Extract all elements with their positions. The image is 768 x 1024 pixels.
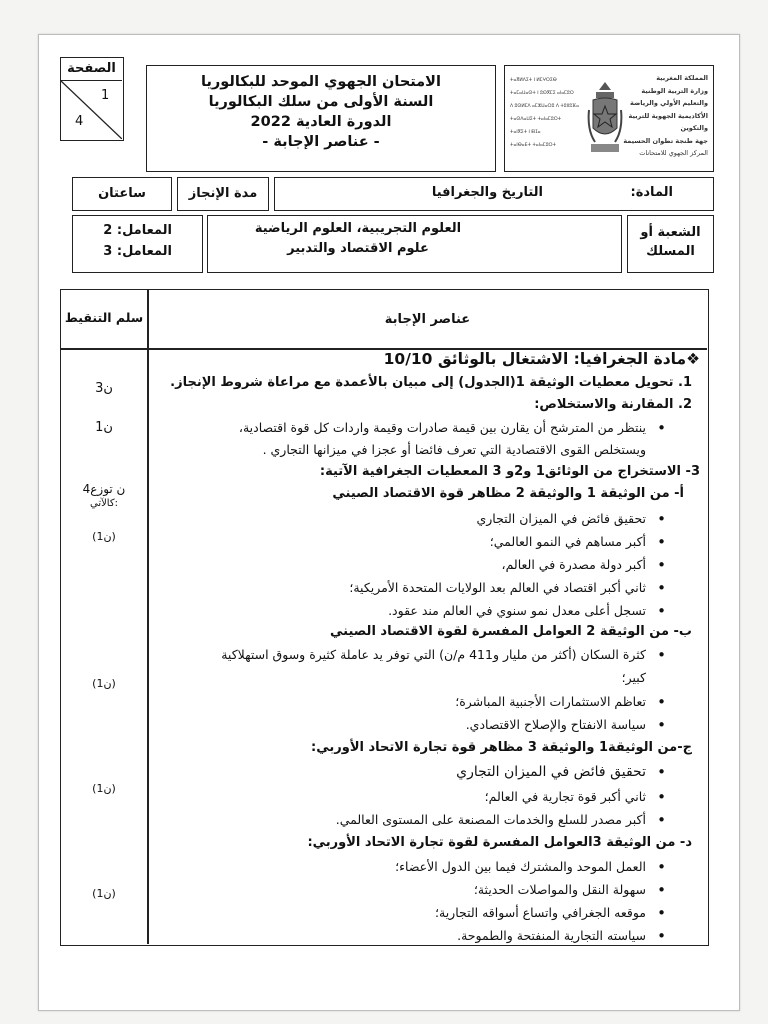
exam-title-line-4: - عناصر الإجابة - (262, 134, 380, 150)
duration-label: مدة الإنجاز (188, 186, 258, 201)
a-item-1: تحقيق فائض في الميزان التجاري • (476, 511, 646, 526)
branch-label-box (627, 215, 714, 273)
coefficient-3: المعامل: 3 (103, 244, 172, 259)
ministry-line-2: وزارة التربية الوطنية (641, 86, 708, 95)
branch-label: الشعبة أو المسلك (640, 225, 701, 259)
exam-title-line-2: السنة الأولى من سلك البكالوريا (208, 94, 434, 110)
coefficient-2: المعامل: 2 (103, 223, 172, 238)
branch-line-2: علوم الاقتصاد والتدبير (287, 241, 429, 256)
tifinagh-line-5: ⵜⴰⵏⴳⵉⵜ ⵏ ⵟⵏⵊⴰ (510, 130, 541, 135)
page-diagonal (61, 81, 122, 139)
q2-bullet: ينتظر من المترشح أن يقارن بين قيمة صادرات وقيمة واردات كل قوة اقتصادية، • (239, 420, 646, 435)
answers-column-header: عناصر الإجابة (384, 312, 471, 327)
page-label: الصفحة (61, 58, 122, 81)
answers-table (60, 289, 709, 946)
score-d: (1ن) (92, 887, 116, 900)
subject-value: التاريخ والجغرافيا (431, 185, 543, 200)
ministry-logo-box (504, 65, 714, 172)
branch-value-box (207, 215, 622, 273)
coat-of-arms-icon (587, 80, 623, 160)
b-item-1: كثرة السكان (أكثر من مليار و411 م/ن) التي توفر يد عاملة كثيرة وسوق استهلاكية • (221, 647, 646, 662)
exam-title-line-3: الدورة العادية 2022 (250, 114, 392, 130)
a-item-2: أكبر مساهم في النمو العالمي؛ • (490, 534, 646, 549)
tifinagh-line-3: ⴷ ⵓⵙⵍⵎⴷ ⴰⵎⵣⵡⴰⵔⵓ ⴷ ⵜⵓⵏⵏⵓⴼⴰ (510, 104, 579, 109)
duration-label-box (177, 177, 269, 211)
q2-bullet-continued: ويستخلص القوى الاقتصادية التي تعرف فائضا أو عجزا في ميزانها التجاري . (262, 442, 646, 457)
ministry-line-4: الأكاديمية الجهوية للتربية والتكوين (628, 111, 708, 132)
score-c: (1ن) (92, 782, 116, 795)
tifinagh-line-2: ⵜⴰⵎⴰⵡⴰⵙⵜ ⵏ ⵓⵙⴳⵎⵉ ⴰⵏⴰⵎⵓⵔ (510, 91, 574, 96)
b-item-3: سياسة الانفتاح والإصلاح الاقتصادي. • (466, 717, 646, 732)
exam-sheet (38, 34, 740, 1011)
duration-value-box (72, 177, 172, 211)
exam-title-line-1: الامتحان الجهوي الموحد للبكالوريا (201, 74, 441, 90)
d-item-1: العمل الموحد والمشترك فيما بين الدول الأعضاء؛ • (395, 859, 646, 874)
score-q3: 4ن توزع (82, 482, 126, 496)
subject-box (274, 177, 714, 211)
ministry-line-5: جهة طنجة تطوان الحسيمة (623, 136, 708, 145)
score-b: (1ن) (92, 677, 116, 690)
exam-title-box (146, 65, 496, 172)
page-total: 4 (75, 114, 84, 129)
ministry-line-1: المملكة المغربية (656, 74, 708, 82)
page-current: 1 (101, 88, 110, 103)
c-item-2: ثاني أكبر قوة تجارية في العالم؛ • (485, 789, 646, 804)
sub-c-title: ج-من الوثيقة1 والوثيقة 3 مظاهر قوة تجارة الاتحاد الأوربي: (311, 740, 692, 755)
a-item-5: تسجل أعلى معدل نمو سنوي في العالم مند عقود. • (388, 603, 646, 618)
scale-column-header: سلم التنقيط (64, 310, 144, 325)
duration-value: ساعتان (98, 186, 146, 201)
b-item-1-continued: كبير؛ (621, 670, 646, 685)
ministry-line-6: المركز الجهوي للامتحانات (639, 149, 708, 157)
question-2: 2. المقارنة والاستخلاص: (534, 397, 692, 412)
question-1: 1. تحويل معطيات الوثيقة 1(الجدول) إلى مبيان بالأعمدة مع مراعاة شروط الإنجاز. (170, 375, 692, 390)
b-item-2: تعاظم الاستثمارات الأجنبية المباشرة؛ • (455, 694, 646, 709)
d-item-4: سياسته التجارية المنفتحة والطموحة. • (457, 928, 646, 943)
section-title: ❖مادة الجغرافيا: الاشتغال بالوثائق 10/10 (383, 350, 700, 368)
d-item-2: سهولة النقل والمواصلات الحديثة؛ • (474, 882, 646, 897)
sub-a-title: أ- من الوثيقة 1 والوثيقة 2 مظاهر قوة الاقتصاد الصيني (332, 486, 684, 501)
subject-label: المادة: (630, 185, 673, 200)
a-item-4: ثاني أكبر اقتصاد في العالم بعد الولايات المتحدة الأمريكية؛ • (349, 580, 646, 595)
page-number-box (60, 57, 124, 141)
score-q3-note: كالآتي: (89, 498, 118, 509)
sub-d-title: د- من الوثيقة 3العوامل المفسرة لقوة تجارة الاتحاد الأوربي: (307, 835, 692, 850)
c-item-1: تحقيق فائض في الميزان التجاري • (456, 764, 646, 780)
a-item-3: أكبر دولة مصدرة في العالم، • (502, 557, 646, 572)
tifinagh-line-1: ⵜⴰⴳⵍⴷⵉⵜ ⵏ ⵍⵎⵖⵔⵉⴱ (510, 78, 557, 83)
score-a: (1ن) (92, 530, 116, 543)
tifinagh-line-4: ⵜⴰⵙⴷⴰⵡⵉⵜ ⵜⴰⵏⴰⵎⵓⵔⵜ (510, 117, 562, 122)
tifinagh-line-6: ⵜⴰⵏⴱⴰⴹⵜ ⵜⴰⵏⴰⵎⵓⵔⵜ (510, 143, 557, 148)
score-q1: 3ن (95, 381, 113, 396)
c-item-3: أكبر مصدر للسلع والخدمات المصنعة على المستوى العالمي. • (336, 812, 646, 827)
score-q2: 1ن (95, 420, 113, 435)
sub-b-title: ب- من الوثيقة 2 العوامل المفسرة لقوة الاقتصاد الصيني (329, 624, 692, 639)
d-item-3: موقعه الجغرافي واتساع أسواقه التجارية؛ • (435, 905, 646, 920)
ministry-line-3: والتعليم الأولي والرياضة (630, 99, 708, 107)
table-col-divider (147, 290, 149, 944)
coefficients-box (72, 215, 203, 273)
question-3: 3- الاستخراج من الوثائق1 و2و 3 المعطيات الجغرافية الآتية: (319, 464, 700, 479)
branch-line-1: العلوم التجريبية، العلوم الرياضية (254, 221, 462, 236)
